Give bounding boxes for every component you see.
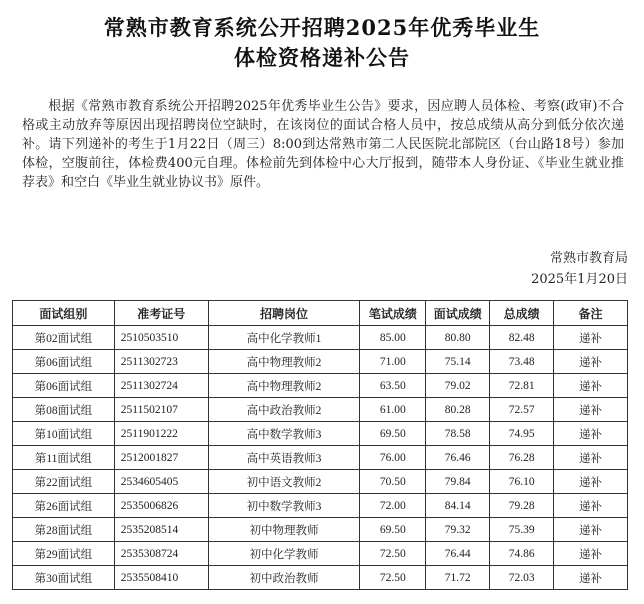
cell-interview-score: 84.14	[426, 494, 490, 518]
cell-position: 高中政治教师2	[208, 398, 360, 422]
table-row	[13, 398, 628, 422]
signature-org: 常熟市教育局	[549, 251, 628, 266]
cell-interview-score: 75.14	[426, 350, 490, 374]
announcement-body	[22, 97, 624, 192]
cell-total-score: 74.95	[490, 422, 554, 446]
cell-interview-score: 78.58	[426, 422, 490, 446]
table-row	[13, 518, 628, 542]
cell-written-score: 69.50	[360, 422, 426, 446]
cell-written-score: 72.50	[360, 542, 426, 566]
cell-written-score: 71.00	[360, 350, 426, 374]
cell-interview-score: 79.32	[426, 518, 490, 542]
cell-total-score: 72.57	[490, 398, 554, 422]
cell-position: 高中化学教师1	[208, 326, 360, 350]
table-row	[13, 350, 628, 374]
cell-group: 第06面试组	[13, 350, 115, 374]
header-group: 面试组别	[13, 301, 115, 326]
cell-position: 初中政治教师	[208, 566, 360, 590]
table-row	[13, 470, 628, 494]
cell-group: 第22面试组	[13, 470, 115, 494]
cell-position: 初中语文教师2	[208, 470, 360, 494]
cell-exam-id: 2535308724	[114, 542, 208, 566]
cell-group: 第10面试组	[13, 422, 115, 446]
results-table	[12, 300, 628, 590]
cell-position: 高中物理教师2	[208, 374, 360, 398]
cell-total-score: 72.03	[490, 566, 554, 590]
cell-group: 第30面试组	[13, 566, 115, 590]
cell-remark: 递补	[554, 326, 628, 350]
cell-exam-id: 2511901222	[114, 422, 208, 446]
cell-remark: 递补	[554, 422, 628, 446]
cell-written-score: 72.50	[360, 566, 426, 590]
table-row	[13, 566, 628, 590]
cell-written-score: 70.50	[360, 470, 426, 494]
cell-written-score: 72.00	[360, 494, 426, 518]
cell-exam-id: 2511302724	[114, 374, 208, 398]
table-row	[13, 422, 628, 446]
cell-remark: 递补	[554, 446, 628, 470]
cell-group: 第28面试组	[13, 518, 115, 542]
cell-exam-id: 2510503510	[114, 326, 208, 350]
header-written-score: 笔试成绩	[360, 301, 426, 326]
cell-group: 第26面试组	[13, 494, 115, 518]
cell-position: 高中物理教师2	[208, 350, 360, 374]
cell-exam-id: 2511502107	[114, 398, 208, 422]
cell-total-score: 76.10	[490, 470, 554, 494]
announcement-text: 根据《常熟市教育系统公开招聘2025年优秀毕业生公告》要求，因应聘人员体检、考察(政审)不合格或主动放弃等原因出现招聘岗位空缺时，在该岗位的面试合格人员中，按总成绩从高分到低分依次递补。请下列递补的考生于1月22日（周三）8:00到达常熟市第二人民医院北部院区（台山路18号）参加体检，空腹前往，体检费400元自理。体检前先到体检中心大厅报到，随带本人身份证、《毕业生就业推荐表》和空白《毕业生就业协议书》原件。	[22, 99, 624, 190]
cell-exam-id: 2512001827	[114, 446, 208, 470]
cell-position: 初中物理教师	[208, 518, 360, 542]
cell-written-score: 63.50	[360, 374, 426, 398]
table-row	[13, 494, 628, 518]
cell-group: 第08面试组	[13, 398, 115, 422]
header-position: 招聘岗位	[208, 301, 360, 326]
cell-total-score: 74.86	[490, 542, 554, 566]
cell-position: 初中化学教师	[208, 542, 360, 566]
cell-total-score: 79.28	[490, 494, 554, 518]
header-remark: 备注	[554, 301, 628, 326]
cell-remark: 递补	[554, 470, 628, 494]
cell-remark: 递补	[554, 542, 628, 566]
header-exam-id: 准考证号	[114, 301, 208, 326]
cell-exam-id: 2535508410	[114, 566, 208, 590]
cell-interview-score: 80.80	[426, 326, 490, 350]
cell-group: 第29面试组	[13, 542, 115, 566]
table-row	[13, 374, 628, 398]
cell-interview-score: 76.44	[426, 542, 490, 566]
cell-total-score: 73.48	[490, 350, 554, 374]
table-header-row	[13, 301, 628, 326]
cell-group: 第02面试组	[13, 326, 115, 350]
cell-remark: 递补	[554, 494, 628, 518]
header-interview-score: 面试成绩	[426, 301, 490, 326]
cell-remark: 递补	[554, 350, 628, 374]
cell-exam-id: 2534605405	[114, 470, 208, 494]
cell-exam-id: 2535006826	[114, 494, 208, 518]
cell-interview-score: 79.02	[426, 374, 490, 398]
cell-interview-score: 71.72	[426, 566, 490, 590]
cell-remark: 递补	[554, 374, 628, 398]
cell-exam-id: 2511302723	[114, 350, 208, 374]
cell-total-score: 76.28	[490, 446, 554, 470]
cell-written-score: 61.00	[360, 398, 426, 422]
cell-remark: 递补	[554, 566, 628, 590]
cell-interview-score: 76.46	[426, 446, 490, 470]
cell-interview-score: 79.84	[426, 470, 490, 494]
cell-interview-score: 80.28	[426, 398, 490, 422]
table-row	[13, 326, 628, 350]
cell-exam-id: 2535208514	[114, 518, 208, 542]
cell-position: 高中英语教师3	[208, 446, 360, 470]
cell-position: 高中数学教师3	[208, 422, 360, 446]
cell-total-score: 75.39	[490, 518, 554, 542]
table-row	[13, 542, 628, 566]
title-line-2: 体检资格递补公告	[234, 45, 410, 70]
table-row	[13, 446, 628, 470]
cell-group: 第11面试组	[13, 446, 115, 470]
cell-remark: 递补	[554, 398, 628, 422]
cell-written-score: 69.50	[360, 518, 426, 542]
cell-written-score: 76.00	[360, 446, 426, 470]
cell-remark: 递补	[554, 518, 628, 542]
cell-total-score: 72.81	[490, 374, 554, 398]
cell-group: 第06面试组	[13, 374, 115, 398]
header-total-score: 总成绩	[490, 301, 554, 326]
cell-total-score: 82.48	[490, 326, 554, 350]
cell-position: 初中数学教师3	[208, 494, 360, 518]
signature-date: 2025年1月20日	[531, 272, 628, 287]
cell-written-score: 85.00	[360, 326, 426, 350]
title-line-1: 常熟市教育系统公开招聘2025年优秀毕业生	[103, 15, 541, 40]
